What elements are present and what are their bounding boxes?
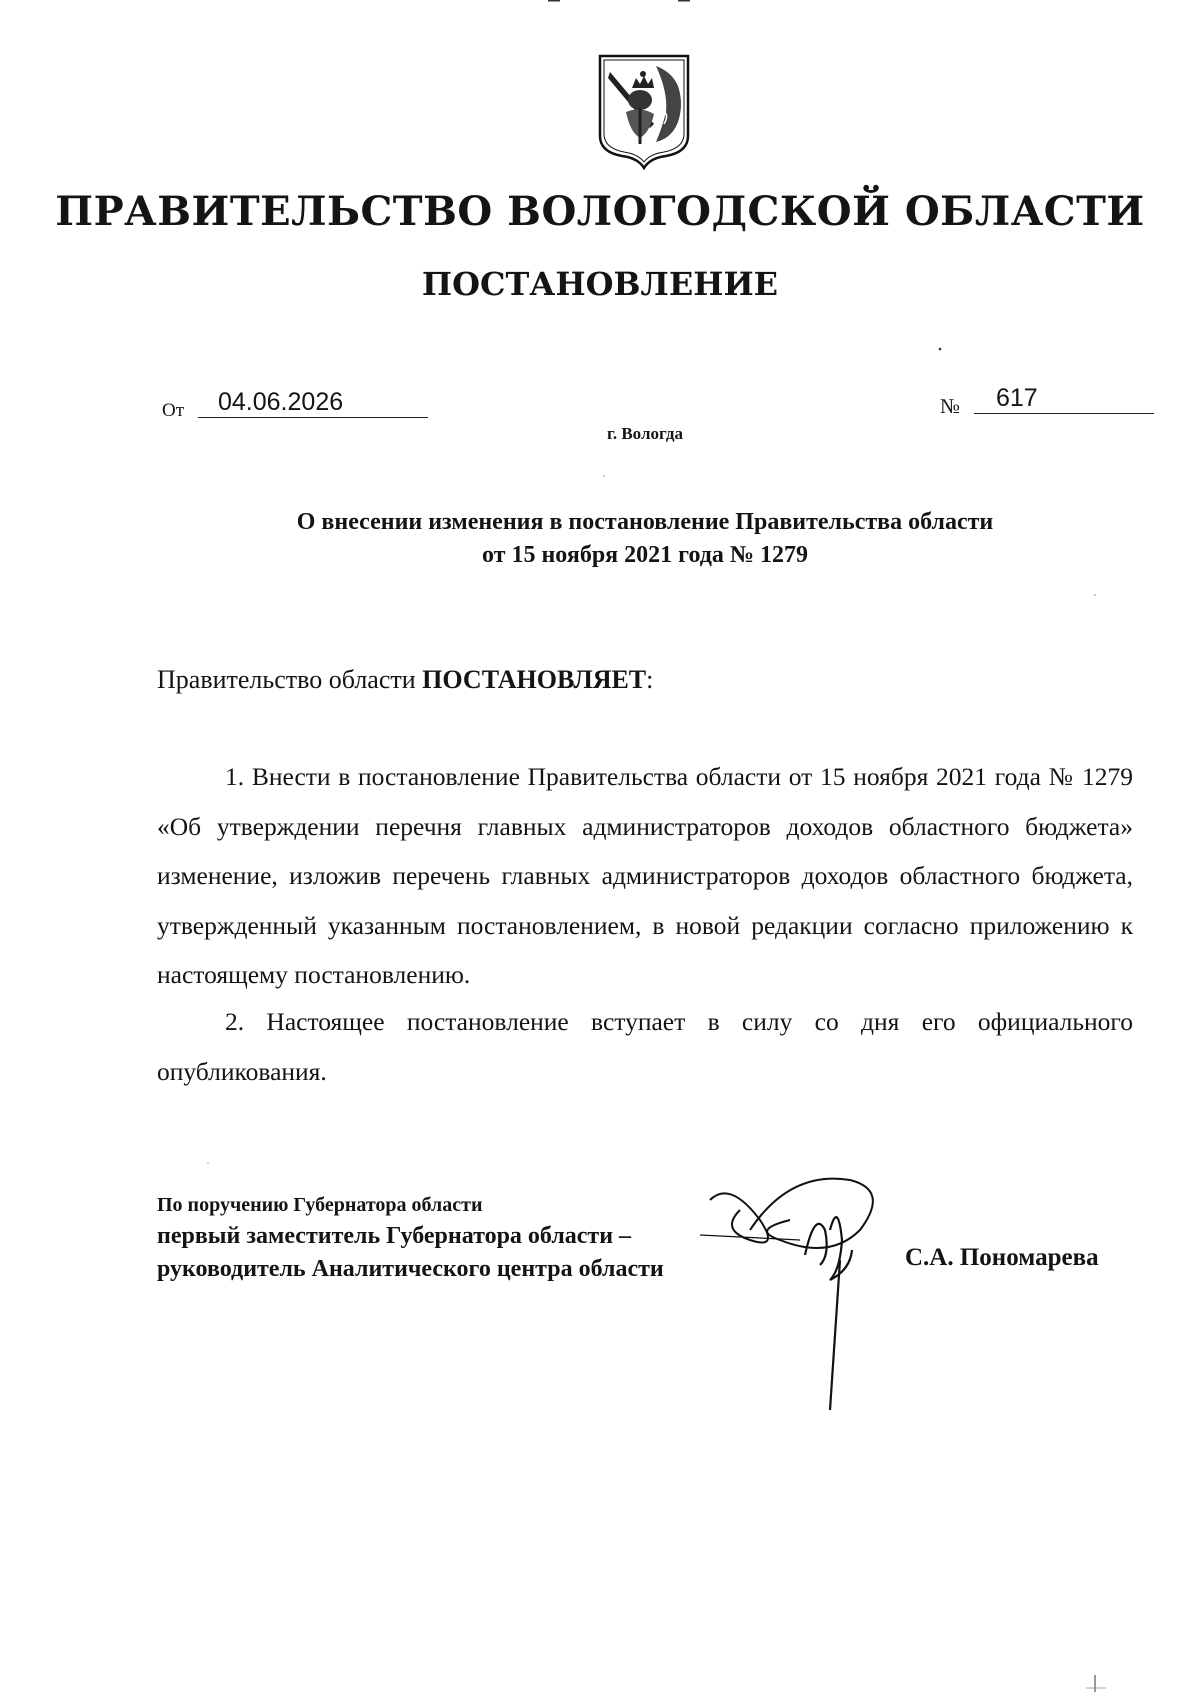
subject-line-2: от 15 ноября 2021 года № 1279: [481, 542, 809, 568]
signatory-name: С.А. Пономарева: [905, 1244, 1099, 1271]
government-title: ПРАВИТЕЛЬСТВО ВОЛОГОДСКОЙ ОБЛАСТИ: [55, 188, 1145, 235]
preamble-text: Правительство области: [157, 665, 423, 694]
signatory-line-2: первый заместитель Губернатора области –: [157, 1223, 632, 1249]
handwritten-signature-icon: [690, 1170, 940, 1420]
paragraph-1: 1. Внести в постановление Правительства области от 15 ноября 2021 года № 1279 «Об утверждении перечня главных администраторов доходов областного бюджета» изменение, изложив перечень главных администраторов доходов областного бюджета, утвержденный указанным постановлением, в новой редакции согласно приложению к настоящему постановлению.: [157, 762, 1133, 989]
number-prefix: №: [940, 394, 961, 418]
document-date: 04.06.2026: [198, 388, 428, 418]
subject-line-1: О внесении изменения в постановление Правительства области: [296, 509, 994, 535]
vologda-coat-of-arms-icon: [596, 52, 692, 170]
preamble-colon: :: [646, 665, 654, 694]
city: г. Вологда: [607, 424, 683, 443]
document-number: 617: [974, 384, 1154, 414]
signatory-position: [157, 1190, 664, 1286]
document-subject: [150, 506, 1140, 572]
date-prefix: От: [162, 400, 185, 421]
document-type: ПОСТАНОВЛЕНИЕ: [421, 265, 779, 303]
signatory-line-3: руководитель Аналитического центра области: [157, 1256, 664, 1282]
preamble: [157, 665, 653, 695]
preamble-verb: ПОСТАНОВЛЯЕТ: [422, 665, 647, 694]
paragraph-2: 2. Настоящее постановление вступает в силу со дня его официального опубликования.: [157, 1007, 1133, 1086]
signatory-line-1: По поручению Губернатора области: [157, 1194, 483, 1216]
